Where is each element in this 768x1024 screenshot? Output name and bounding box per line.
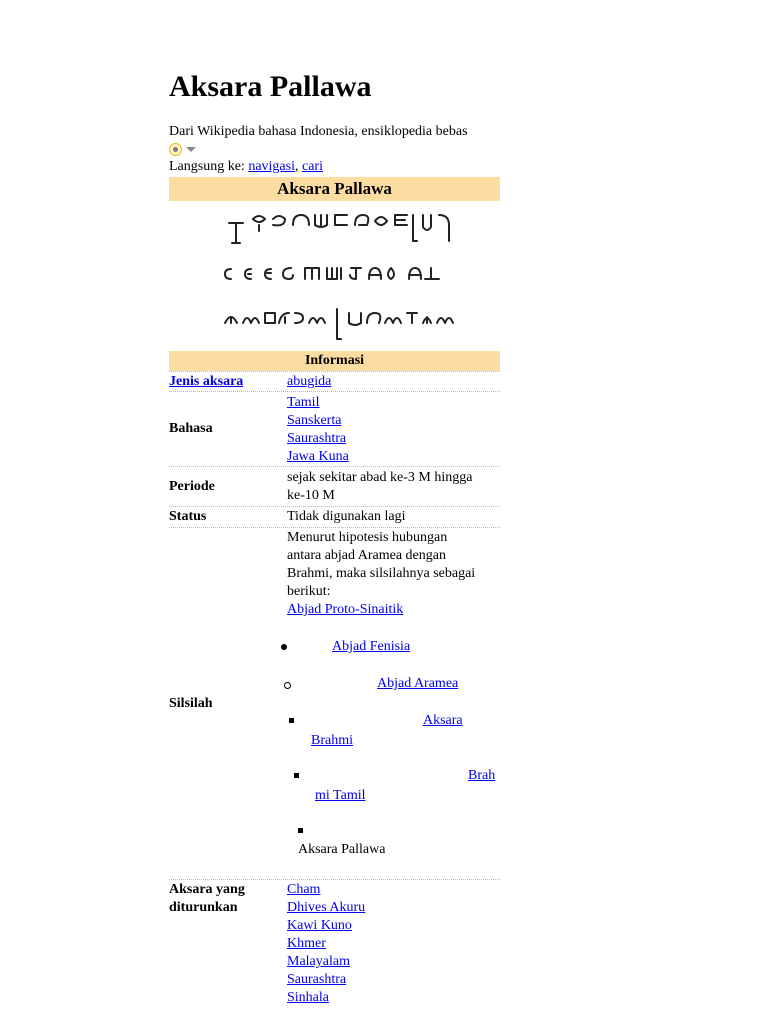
row-label [169,372,287,391]
jenis-aksara-link[interactable]: Jenis aksara [169,373,244,389]
jump-prefix: Langsung ke: [169,159,249,174]
language-link[interactable]: Tamil [287,395,320,410]
periode-line: sejak sekitar abad ke-3 M hingga [287,470,473,485]
jump-separator: , [294,159,302,174]
brahmi-tamil-link[interactable]: Brah [468,768,496,783]
row-value [287,880,500,1007]
brahmi-tamil-link-wrap[interactable]: mi Tamil [315,788,366,803]
aramea-link[interactable]: Abjad Aramea [377,676,459,691]
silsilah-intro-line: berikut: [287,584,331,599]
caret-down-icon[interactable] [186,147,196,152]
search-link[interactable]: cari [301,159,323,174]
row-value: Tidak digunakan lagi [287,509,406,524]
row-bahasa [169,391,500,466]
infobox-title: Aksara Pallawa [169,177,500,201]
row-value [287,467,500,506]
bullet-square [298,828,303,833]
globe-icon[interactable] [169,143,182,156]
silsilah-intro-line: Brahmi, maka silsilahnya sebagai [287,566,476,581]
row-value [287,528,500,878]
turunan-label-line: Aksara yang [169,882,245,897]
row-label: Status [169,509,207,524]
turunan-label-line: diturunkan [169,900,238,915]
row-value [287,372,500,391]
infobox [169,177,500,1007]
current-script-label: Aksara Pallawa [298,842,386,857]
navigation-link[interactable]: navigasi [248,159,295,174]
row-status [169,506,500,527]
row-aksara-turunan [169,879,500,1007]
bullet-circle [284,682,291,689]
derived-script-link[interactable]: Dhives Akuru [287,900,366,915]
jump-links [169,159,323,175]
derived-script-link[interactable]: Malayalam [287,954,350,969]
tagline: Dari Wikipedia bahasa Indonesia, ensiklopedia bebas [169,124,468,139]
language-link[interactable]: Sanskerta [287,413,342,428]
derived-script-link[interactable]: Sinhala [287,990,329,1005]
bullet-square [294,773,299,778]
brahmi-link-wrap[interactable]: Brahmi [311,733,353,748]
tagline-icons [169,141,196,157]
row-label [169,880,287,1007]
bullet-disc [281,644,287,650]
abugida-link[interactable]: abugida [287,374,332,389]
periode-line: ke-10 M [287,488,335,503]
row-periode [169,466,500,506]
proto-sinaitik-link[interactable]: Abjad Proto-Sinaitik [287,602,404,617]
silsilah-intro-line: antara abjad Aramea dengan [287,548,446,563]
row-label: Bahasa [169,421,213,436]
derived-script-link[interactable]: Khmer [287,936,326,951]
brahmi-link[interactable]: Aksara [423,713,463,728]
derived-script-link[interactable]: Cham [287,882,321,897]
row-label: Silsilah [169,695,213,711]
row-silsilah [169,527,500,879]
derived-script-link[interactable]: Saurashtra [287,972,347,987]
derived-script-link[interactable]: Kawi Kuno [287,918,352,933]
silsilah-intro-line: Menurut hipotesis hubungan [287,530,448,545]
infobox-section-header: Informasi [169,351,500,371]
row-label: Periode [169,478,215,494]
language-link[interactable]: Saurashtra [287,431,347,446]
language-link[interactable]: Jawa Kuna [287,449,349,464]
pallava-script-image [215,201,455,351]
row-jenis-aksara [169,371,500,391]
row-value [287,392,500,466]
bullet-square [289,718,294,723]
page-title: Aksara Pallawa [169,70,372,103]
fenisia-link[interactable]: Abjad Fenisia [332,639,411,654]
